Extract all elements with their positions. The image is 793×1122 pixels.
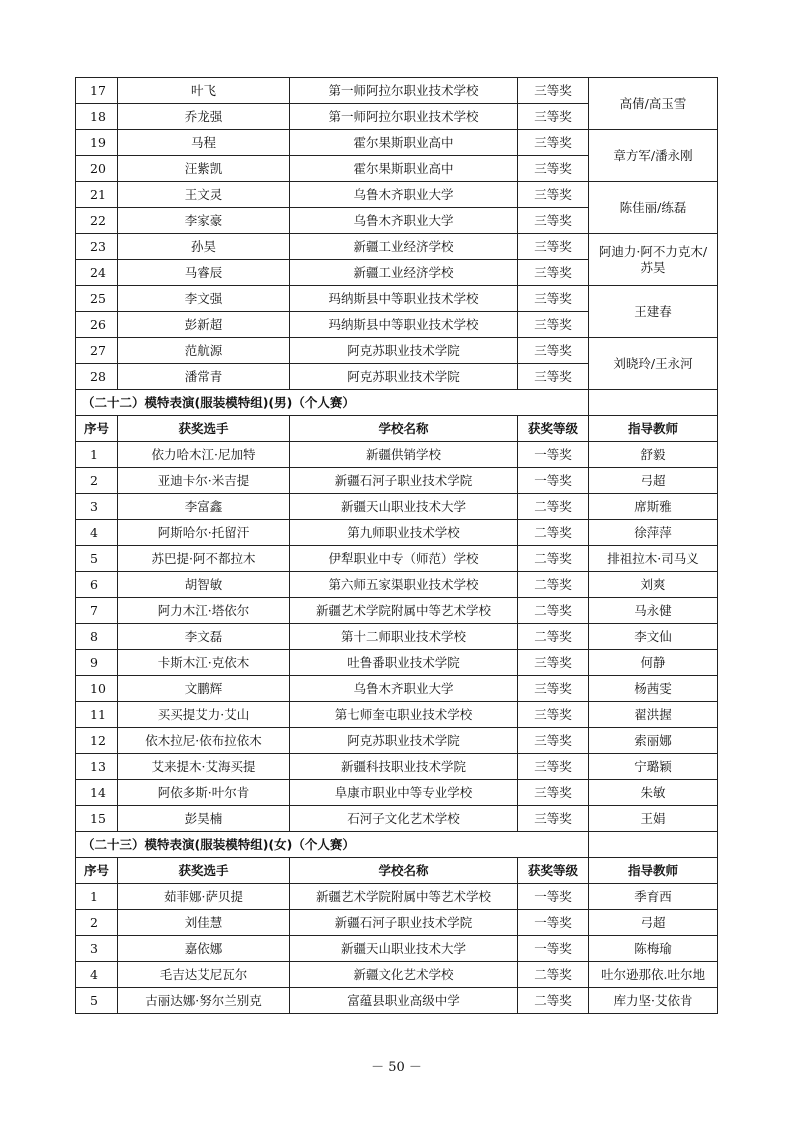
school-name: 乌鲁木齐职业大学 — [290, 208, 518, 234]
table-row — [76, 624, 718, 650]
table-row — [76, 520, 718, 546]
table-row — [76, 572, 718, 598]
award-level: 三等奖 — [518, 364, 589, 390]
row-number: 10 — [76, 676, 118, 702]
school-name: 乌鲁木齐职业大学 — [290, 676, 518, 702]
school-name: 新疆艺术学院附属中等艺术学校 — [290, 884, 518, 910]
instructor-name: 舒毅 — [589, 442, 718, 468]
school-name: 阿克苏职业技术学院 — [290, 728, 518, 754]
instructor-name: 席斯雅 — [589, 494, 718, 520]
section-title-blank — [589, 832, 718, 858]
header-instructor: 指导教师 — [589, 416, 718, 442]
winner-name: 叶飞 — [118, 78, 290, 104]
school-name: 第一师阿拉尔职业技术学校 — [290, 104, 518, 130]
table-row — [76, 468, 718, 494]
row-number: 1 — [76, 442, 118, 468]
award-level: 三等奖 — [518, 754, 589, 780]
school-name: 第六师五家渠职业技术学校 — [290, 572, 518, 598]
school-name: 新疆艺术学院附属中等艺术学校 — [290, 598, 518, 624]
row-number: 24 — [76, 260, 118, 286]
winner-name: 孙昊 — [118, 234, 290, 260]
instructor-name: 排祖拉木·司马义 — [589, 546, 718, 572]
winner-name: 阿力木江·塔依尔 — [118, 598, 290, 624]
header-school: 学校名称 — [290, 858, 518, 884]
instructor-name: 何静 — [589, 650, 718, 676]
row-number: 1 — [76, 884, 118, 910]
school-name: 新疆天山职业技术大学 — [290, 494, 518, 520]
table-row — [76, 884, 718, 910]
row-number: 26 — [76, 312, 118, 338]
award-level: 一等奖 — [518, 442, 589, 468]
winner-name: 范航源 — [118, 338, 290, 364]
instructor-name: 陈佳丽/练磊 — [589, 182, 718, 234]
school-name: 新疆供销学校 — [290, 442, 518, 468]
table-row — [76, 338, 718, 364]
header-number: 序号 — [76, 416, 118, 442]
row-number: 3 — [76, 936, 118, 962]
row-number: 14 — [76, 780, 118, 806]
winner-name: 艾来提木·艾海买提 — [118, 754, 290, 780]
instructor-name: 章方军/潘永刚 — [589, 130, 718, 182]
instructor-name: 宁璐颖 — [589, 754, 718, 780]
awards-table-body — [76, 78, 718, 1014]
school-name: 第九师职业技术学校 — [290, 520, 518, 546]
row-number: 6 — [76, 572, 118, 598]
school-name: 第一师阿拉尔职业技术学校 — [290, 78, 518, 104]
row-number: 28 — [76, 364, 118, 390]
row-number: 15 — [76, 806, 118, 832]
winner-name: 李文磊 — [118, 624, 290, 650]
table-row — [76, 910, 718, 936]
award-level: 三等奖 — [518, 182, 589, 208]
instructor-name: 徐萍萍 — [589, 520, 718, 546]
row-number: 12 — [76, 728, 118, 754]
section-title: （二十二）模特表演(服装模特组)(男)（个人赛） — [76, 390, 589, 416]
header-award: 获奖等级 — [518, 858, 589, 884]
winner-name: 胡智敏 — [118, 572, 290, 598]
award-level: 三等奖 — [518, 780, 589, 806]
award-level: 三等奖 — [518, 208, 589, 234]
instructor-name: 高倩/高玉雪 — [589, 78, 718, 130]
row-number: 7 — [76, 598, 118, 624]
school-name: 阿克苏职业技术学院 — [290, 364, 518, 390]
header-winner: 获奖选手 — [118, 858, 290, 884]
header-school: 学校名称 — [290, 416, 518, 442]
award-level: 三等奖 — [518, 338, 589, 364]
table-row — [76, 130, 718, 156]
header-winner: 获奖选手 — [118, 416, 290, 442]
row-number: 21 — [76, 182, 118, 208]
award-level: 三等奖 — [518, 650, 589, 676]
row-number: 4 — [76, 520, 118, 546]
award-level: 二等奖 — [518, 572, 589, 598]
row-number: 2 — [76, 910, 118, 936]
row-number: 11 — [76, 702, 118, 728]
winner-name: 茹菲娜·萨贝提 — [118, 884, 290, 910]
instructor-name: 季育西 — [589, 884, 718, 910]
award-level: 三等奖 — [518, 156, 589, 182]
instructor-name: 弓超 — [589, 910, 718, 936]
header-row — [76, 858, 718, 884]
school-name: 新疆工业经济学校 — [290, 234, 518, 260]
section-title-row — [76, 390, 718, 416]
winner-name: 文鹏辉 — [118, 676, 290, 702]
award-level: 三等奖 — [518, 702, 589, 728]
award-level: 三等奖 — [518, 286, 589, 312]
table-row — [76, 598, 718, 624]
instructor-name: 杨茜雯 — [589, 676, 718, 702]
winner-name: 苏巴提·阿不都拉木 — [118, 546, 290, 572]
award-level: 二等奖 — [518, 494, 589, 520]
winner-name: 依木拉尼·依布拉依木 — [118, 728, 290, 754]
table-row — [76, 988, 718, 1014]
header-award: 获奖等级 — [518, 416, 589, 442]
table-row — [76, 234, 718, 260]
winner-name: 古丽达娜·努尔兰别克 — [118, 988, 290, 1014]
row-number: 2 — [76, 468, 118, 494]
winner-name: 彭昊楠 — [118, 806, 290, 832]
instructor-name: 陈梅瑜 — [589, 936, 718, 962]
row-number: 9 — [76, 650, 118, 676]
award-level: 三等奖 — [518, 104, 589, 130]
awards-table — [75, 77, 718, 1014]
winner-name: 刘佳慧 — [118, 910, 290, 936]
row-number: 17 — [76, 78, 118, 104]
award-level: 三等奖 — [518, 78, 589, 104]
instructor-name: 刘爽 — [589, 572, 718, 598]
award-level: 二等奖 — [518, 624, 589, 650]
instructor-name: 吐尔逊那依.吐尔地 — [589, 962, 718, 988]
instructor-name: 索丽娜 — [589, 728, 718, 754]
table-row — [76, 806, 718, 832]
header-instructor: 指导教师 — [589, 858, 718, 884]
instructor-name: 翟洪握 — [589, 702, 718, 728]
award-level: 二等奖 — [518, 988, 589, 1014]
table-row — [76, 182, 718, 208]
instructor-name: 王娟 — [589, 806, 718, 832]
award-level: 一等奖 — [518, 468, 589, 494]
table-row — [76, 494, 718, 520]
row-number: 4 — [76, 962, 118, 988]
page-number: － 50 － — [371, 1060, 422, 1075]
school-name: 第七师奎屯职业技术学校 — [290, 702, 518, 728]
winner-name: 阿依多斯·叶尔肯 — [118, 780, 290, 806]
school-name: 乌鲁木齐职业大学 — [290, 182, 518, 208]
section-title: （二十三）模特表演(服装模特组)(女)（个人赛） — [76, 832, 589, 858]
row-number: 19 — [76, 130, 118, 156]
winner-name: 马睿辰 — [118, 260, 290, 286]
table-row — [76, 780, 718, 806]
row-number: 20 — [76, 156, 118, 182]
award-level: 一等奖 — [518, 936, 589, 962]
instructor-name: 库力坚·艾依肯 — [589, 988, 718, 1014]
award-level: 二等奖 — [518, 962, 589, 988]
instructor-name: 马永健 — [589, 598, 718, 624]
table-row — [76, 754, 718, 780]
award-level: 三等奖 — [518, 312, 589, 338]
winner-name: 嘉依娜 — [118, 936, 290, 962]
school-name: 新疆文化艺术学校 — [290, 962, 518, 988]
school-name: 阜康市职业中等专业学校 — [290, 780, 518, 806]
instructor-name: 阿迪力·阿不力克木/苏昊 — [589, 234, 718, 286]
award-level: 二等奖 — [518, 520, 589, 546]
winner-name: 马程 — [118, 130, 290, 156]
school-name: 玛纳斯县中等职业技术学校 — [290, 312, 518, 338]
school-name: 石河子文化艺术学校 — [290, 806, 518, 832]
row-number: 23 — [76, 234, 118, 260]
section-title-blank — [589, 390, 718, 416]
row-number: 5 — [76, 546, 118, 572]
award-level: 一等奖 — [518, 884, 589, 910]
table-row — [76, 728, 718, 754]
award-level: 三等奖 — [518, 130, 589, 156]
table-row — [76, 676, 718, 702]
school-name: 新疆天山职业技术大学 — [290, 936, 518, 962]
school-name: 阿克苏职业技术学院 — [290, 338, 518, 364]
award-level: 一等奖 — [518, 910, 589, 936]
award-level: 二等奖 — [518, 598, 589, 624]
school-name: 玛纳斯县中等职业技术学校 — [290, 286, 518, 312]
instructor-name: 王建春 — [589, 286, 718, 338]
row-number: 18 — [76, 104, 118, 130]
winner-name: 买买提艾力·艾山 — [118, 702, 290, 728]
instructor-name: 李文仙 — [589, 624, 718, 650]
winner-name: 汪紫凯 — [118, 156, 290, 182]
school-name: 伊犁职业中专（师范）学校 — [290, 546, 518, 572]
row-number: 8 — [76, 624, 118, 650]
school-name: 新疆石河子职业技术学院 — [290, 910, 518, 936]
award-level: 三等奖 — [518, 260, 589, 286]
award-level: 三等奖 — [518, 806, 589, 832]
instructor-name: 朱敏 — [589, 780, 718, 806]
row-number: 22 — [76, 208, 118, 234]
school-name: 富蕴县职业高级中学 — [290, 988, 518, 1014]
winner-name: 乔龙强 — [118, 104, 290, 130]
award-level: 三等奖 — [518, 676, 589, 702]
school-name: 霍尔果斯职业高中 — [290, 156, 518, 182]
school-name: 霍尔果斯职业高中 — [290, 130, 518, 156]
row-number: 25 — [76, 286, 118, 312]
school-name: 新疆石河子职业技术学院 — [290, 468, 518, 494]
award-level: 三等奖 — [518, 234, 589, 260]
winner-name: 依力哈木江·尼加特 — [118, 442, 290, 468]
row-number: 13 — [76, 754, 118, 780]
header-number: 序号 — [76, 858, 118, 884]
winner-name: 亚迪卡尔·米吉提 — [118, 468, 290, 494]
school-name: 新疆科技职业技术学院 — [290, 754, 518, 780]
table-row — [76, 286, 718, 312]
school-name: 吐鲁番职业技术学院 — [290, 650, 518, 676]
instructor-name: 弓超 — [589, 468, 718, 494]
winner-name: 潘常青 — [118, 364, 290, 390]
table-row — [76, 702, 718, 728]
school-name: 第十二师职业技术学校 — [290, 624, 518, 650]
instructor-name: 刘晓玲/王永河 — [589, 338, 718, 390]
winner-name: 卡斯木江·克依木 — [118, 650, 290, 676]
winner-name: 王文灵 — [118, 182, 290, 208]
table-row — [76, 78, 718, 104]
table-row — [76, 936, 718, 962]
row-number: 3 — [76, 494, 118, 520]
section-title-row — [76, 832, 718, 858]
award-level: 三等奖 — [518, 728, 589, 754]
award-level: 二等奖 — [518, 546, 589, 572]
winner-name: 李文强 — [118, 286, 290, 312]
table-row — [76, 442, 718, 468]
table-row — [76, 546, 718, 572]
school-name: 新疆工业经济学校 — [290, 260, 518, 286]
winner-name: 阿斯哈尔·托留汗 — [118, 520, 290, 546]
table-row — [76, 650, 718, 676]
row-number: 27 — [76, 338, 118, 364]
winner-name: 彭新超 — [118, 312, 290, 338]
table-row — [76, 962, 718, 988]
header-row — [76, 416, 718, 442]
winner-name: 李家豪 — [118, 208, 290, 234]
row-number: 5 — [76, 988, 118, 1014]
winner-name: 李富鑫 — [118, 494, 290, 520]
winner-name: 毛吉达艾尼瓦尔 — [118, 962, 290, 988]
